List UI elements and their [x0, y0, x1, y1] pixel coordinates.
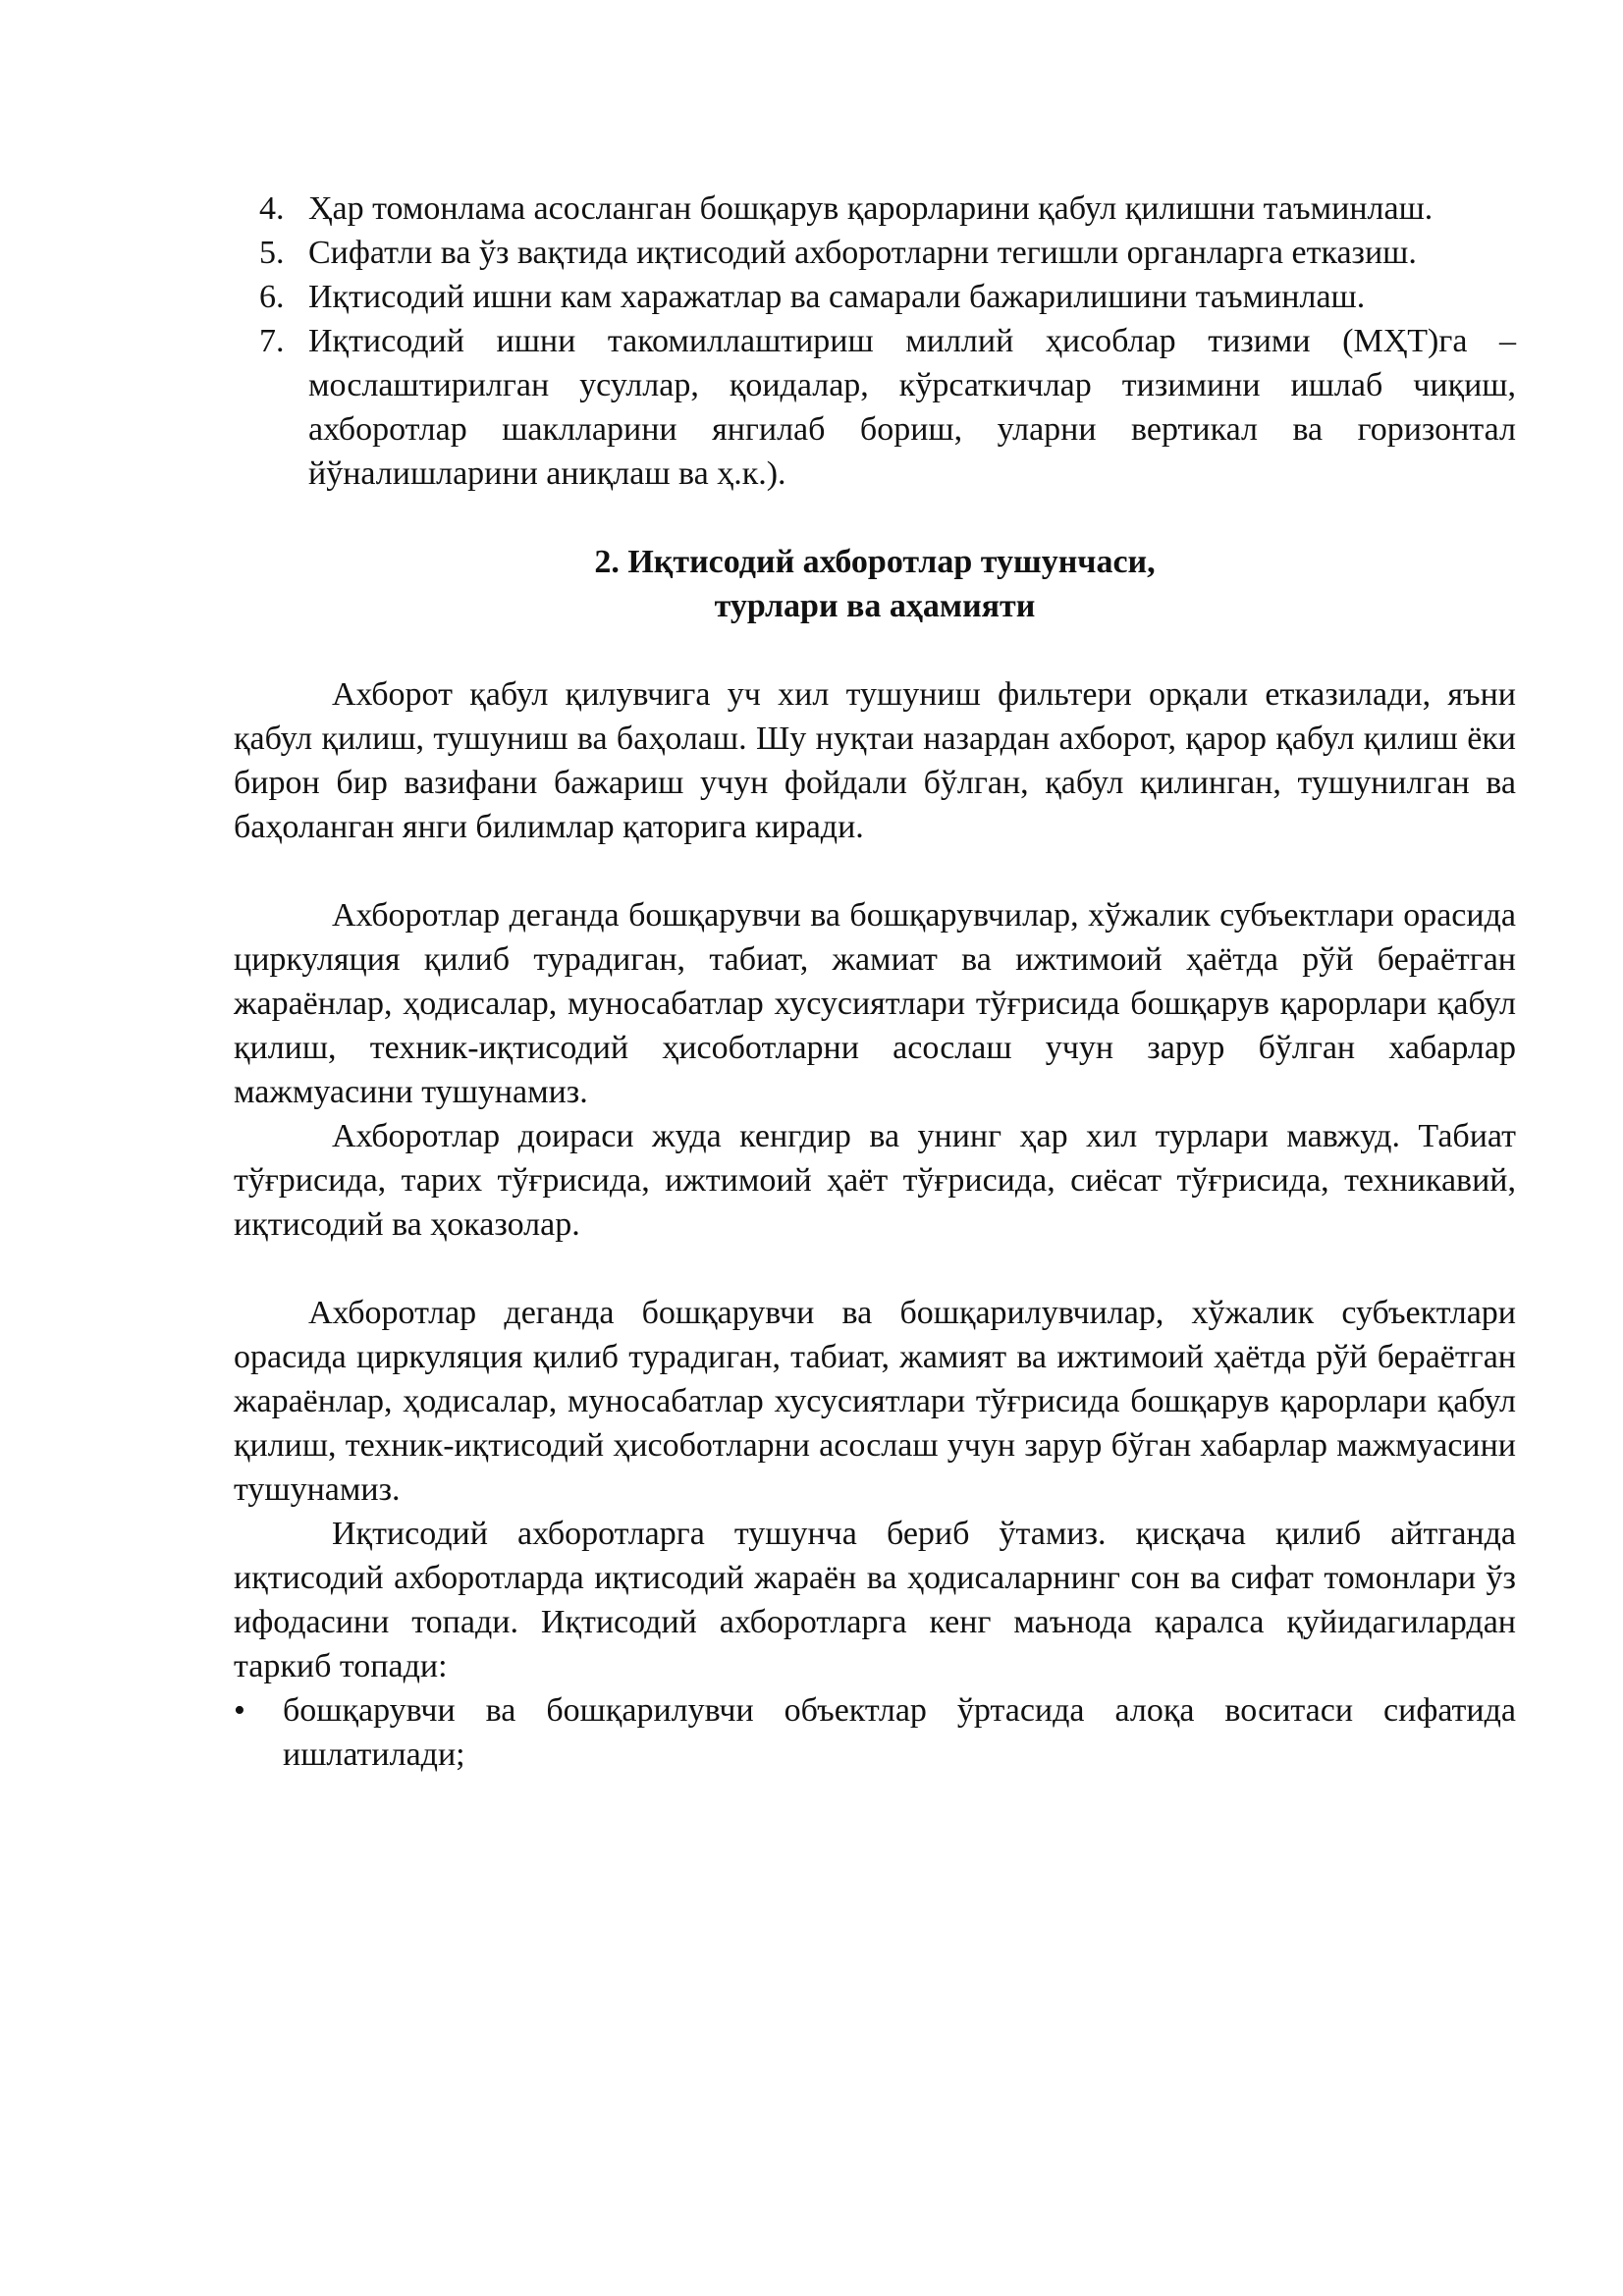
document-page	[234, 187, 1516, 1777]
numbered-list	[234, 187, 1516, 496]
bullet-text: бошқарувчи ва бошқарилувчи объектлар ўртасида алоқа воситаси сифатида ишлатилади;	[283, 1692, 1516, 1773]
list-number: 6.	[259, 279, 285, 315]
section-heading-line-1: 2. Иқтисодий ахборотлар тушунчаси,	[594, 544, 1156, 580]
paragraph-3: Ахборотлар доираси жуда кенгдир ва унинг ҳар хил турлари мавжуд. Табиат тўғрисида, тарих тўғрисида, ижтимоий ҳаёт тўғрисида, сиёсат тўғрисида, техникавий, иқтисодий ва ҳоказолар.	[234, 1118, 1516, 1243]
list-number: 5.	[259, 235, 285, 271]
bullet-list	[234, 1688, 1516, 1777]
bullet-symbol: •	[234, 1692, 245, 1729]
paragraph-5: Иқтисодий ахборотларга тушунча бериб ўтамиз. қисқача қилиб айтганда иқтисодий ахборотларда иқтисодий жараён ва ҳодисаларнинг сон ва сифат томонлари ўз ифодасини топади. Иқтисодий ахборотларга кенг маънода қаралса қуйидагилардан таркиб топади:	[234, 1516, 1516, 1684]
list-item-text: Иқтисодий ишни кам харажатлар ва самарали бажарилишини таъминлаш.	[308, 279, 1366, 315]
list-item	[234, 275, 1516, 319]
list-number: 7.	[259, 323, 285, 359]
list-item	[234, 319, 1516, 496]
list-item-text: Сифатли ва ўз вақтида иқтисодий ахборотларни тегишли органларга етказиш.	[308, 235, 1417, 271]
list-item-text: Ҳар томонлама асосланган бошқарув қарорларини қабул қилишни таъминлаш.	[308, 190, 1434, 227]
list-number: 4.	[259, 190, 285, 227]
section-heading	[234, 540, 1516, 628]
list-item	[234, 187, 1516, 231]
bullet-item	[234, 1688, 1516, 1777]
paragraph-2: Ахборотлар деганда бошқарувчи ва бошқарувчилар, хўжалик субъектлари орасида циркуляция қилиб турадиган, табиат, жамиат ва ижтимоий ҳаётда рўй бераётган жараёнлар, ҳодисалар, муносабатлар хусусиятлари тўғрисида бошқарув қарорлари қабул қилиш, техник-иқтисодий ҳисоботларни асослаш учун зарур бўлган хабарлар мажмуасини тушунамиз.	[234, 897, 1516, 1110]
section-heading-line-2: турлари ва аҳамияти	[714, 588, 1036, 624]
list-item	[234, 231, 1516, 275]
paragraph-1: Ахборот қабул қилувчига уч хил тушуниш фильтери орқали етказилади, яъни қабул қилиш, тушуниш ва баҳолаш. Шу нуқтаи назардан ахборот, қарор қабул қилиш ёки бирон бир вазифани бажариш учун фойдали бўлган, қабул қилинган, тушунилган ва баҳоланган янги билимлар қаторига киради.	[234, 676, 1516, 845]
paragraph-4: Ахборотлар деганда бошқарувчи ва бошқарилувчилар, хўжалик субъектлари орасида циркуляция қилиб турадиган, табиат, жамият ва ижтимоий ҳаётда рўй бераётган жараёнлар, ҳодисалар, муносабатлар хусусиятлари тўғрисида бошқарув қарорлари қабул қилиш, техник-иқтисодий ҳисоботларни асослаш учун зарур бўган хабарлар мажмуасини тушунамиз.	[234, 1295, 1516, 1508]
list-item-text: Иқтисодий ишни такомиллаштириш миллий ҳисоблар тизими (МҲТ)га – мослаштирилган усуллар, қоидалар, кўрсаткичлар тизимини ишлаб чиқиш, ахборотлар шаклларини янгилаб бориш, уларни вертикал ва горизонтал йўналишларини аниқлаш ва ҳ.к.).	[308, 323, 1516, 492]
